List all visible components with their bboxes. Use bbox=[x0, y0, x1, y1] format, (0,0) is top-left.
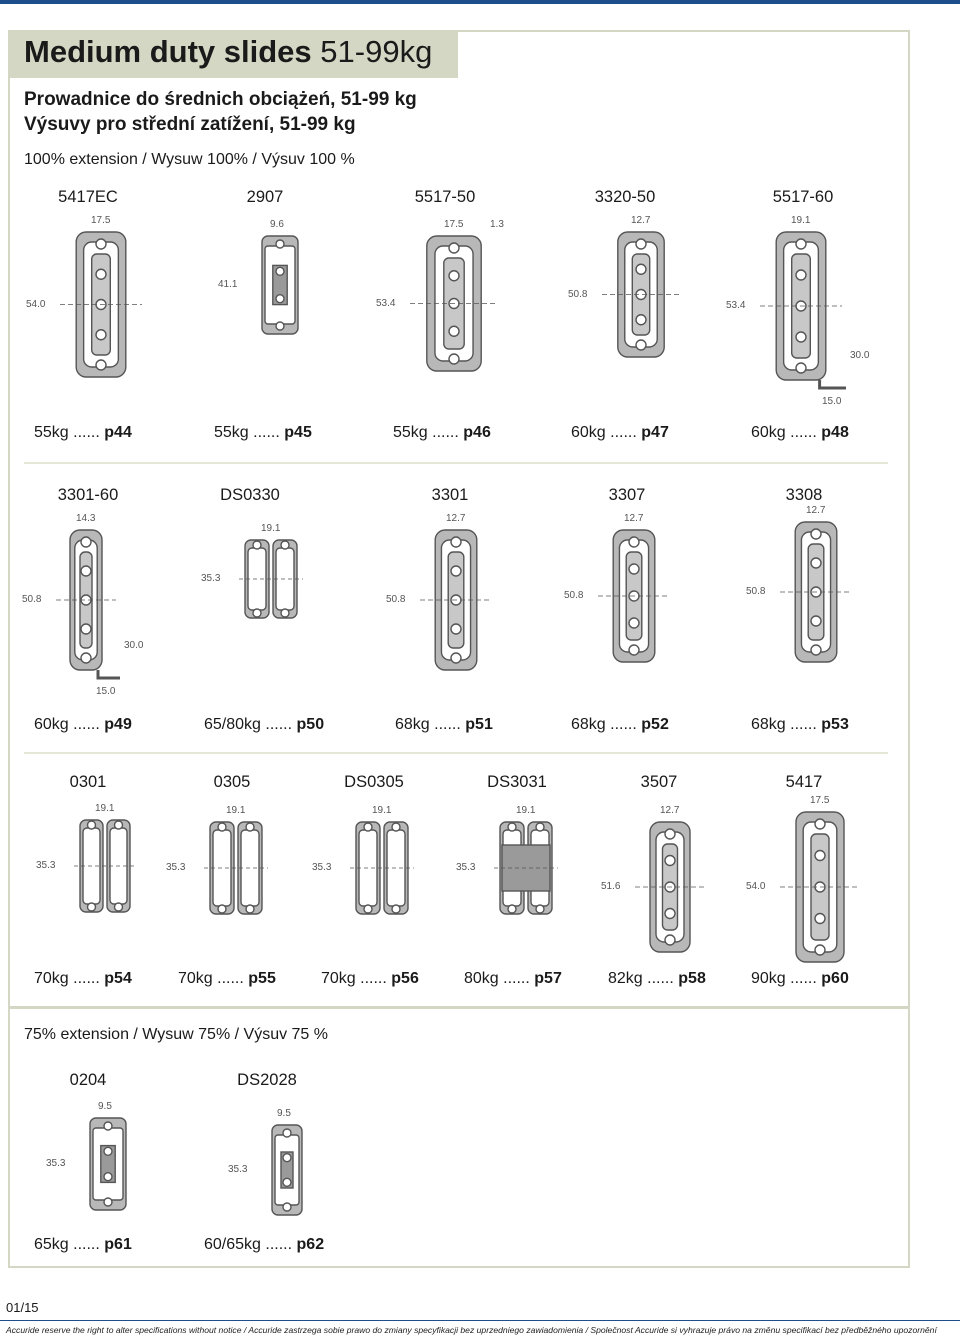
load-rating bbox=[571, 424, 669, 442]
load-capacity: 90kg ...... bbox=[751, 970, 817, 987]
load-capacity: 80kg ...... bbox=[464, 970, 530, 987]
load-rating bbox=[214, 424, 312, 442]
load-capacity: 68kg ...... bbox=[751, 716, 817, 733]
width-dimension: 19.1 bbox=[261, 523, 281, 534]
load-capacity: 68kg ...... bbox=[395, 716, 461, 733]
model-name: DS3031 bbox=[487, 773, 547, 791]
row-divider bbox=[24, 462, 888, 464]
page-reference-link[interactable]: p48 bbox=[821, 424, 849, 441]
height-dimension: 50.8 bbox=[746, 586, 766, 597]
load-rating bbox=[204, 1236, 324, 1254]
bracket-width-dimension: 15.0 bbox=[822, 396, 842, 407]
page-reference-link[interactable]: p47 bbox=[641, 424, 669, 441]
height-dimension: 54.0 bbox=[746, 881, 766, 892]
lip-dimension: 1.3 bbox=[490, 219, 504, 230]
slide-profile-drawing bbox=[262, 236, 298, 334]
model-name: DS2028 bbox=[237, 1071, 297, 1089]
width-dimension: 14.3 bbox=[76, 513, 96, 524]
width-dimension: 12.7 bbox=[446, 513, 466, 524]
page-reference-link[interactable]: p55 bbox=[248, 970, 276, 987]
slide-profile-drawing bbox=[90, 1118, 126, 1210]
load-rating bbox=[464, 970, 562, 988]
model-name: 5517-50 bbox=[414, 188, 476, 206]
page-reference-link[interactable]: p50 bbox=[296, 716, 325, 733]
page-reference-link[interactable]: p60 bbox=[821, 970, 849, 987]
height-dimension: 35.3 bbox=[312, 862, 332, 873]
height-dimension: 51.6 bbox=[601, 881, 621, 892]
subtitle-czech: Výsuvy pro střední zatížení, 51-99 kg bbox=[24, 114, 356, 135]
slide-profile-drawing bbox=[356, 822, 408, 914]
page-title: Medium duty slides 51-99kg bbox=[24, 34, 433, 69]
slide-profile-drawing bbox=[210, 822, 262, 914]
height-dimension: 35.3 bbox=[46, 1158, 66, 1169]
model-name: DS0305 bbox=[344, 773, 404, 791]
height-dimension: 50.8 bbox=[22, 594, 42, 605]
width-dimension: 19.1 bbox=[791, 215, 811, 226]
load-rating bbox=[178, 970, 276, 988]
width-dimension: 19.1 bbox=[95, 803, 115, 814]
height-dimension: 50.8 bbox=[386, 594, 406, 605]
height-dimension: 50.8 bbox=[564, 590, 584, 601]
section-divider bbox=[10, 1006, 908, 1009]
height-dimension: 53.4 bbox=[376, 297, 396, 309]
page-reference-link[interactable]: p45 bbox=[284, 424, 312, 441]
load-capacity: 55kg ...... bbox=[393, 424, 459, 441]
model-name: 0301 bbox=[69, 773, 107, 791]
load-rating bbox=[321, 970, 419, 988]
bracket-height-dimension: 30.0 bbox=[850, 350, 870, 361]
slide-profile-drawing bbox=[770, 232, 832, 380]
load-rating bbox=[608, 970, 706, 988]
load-rating bbox=[393, 424, 491, 442]
subtitle-polish: Prowadnice do średnich obciążeń, 51-99 kg bbox=[24, 89, 417, 110]
footer-line bbox=[0, 1320, 960, 1321]
width-dimension: 12.7 bbox=[660, 805, 680, 816]
slide-profile-drawing bbox=[245, 540, 297, 618]
slide-profile-drawing bbox=[66, 530, 106, 670]
load-rating bbox=[395, 716, 493, 734]
footer-disclaimer: Accuride reserve the right to alter specifications without notice / Accuride zastrzega sobie prawo do zmiany specyfikacji bez uprzedniego zawiadomienia / Společnost Accuride si vyhrazuje právo na změnu specifikací bez předběžného upozornění bbox=[6, 1325, 937, 1335]
page-reference-link[interactable]: p51 bbox=[465, 716, 493, 733]
width-dimension: 12.7 bbox=[624, 513, 644, 524]
width-dimension: 12.7 bbox=[806, 505, 826, 516]
page-reference-link[interactable]: p62 bbox=[296, 1236, 325, 1253]
load-capacity: 55kg ...... bbox=[214, 424, 280, 441]
load-capacity: 70kg ...... bbox=[34, 970, 100, 987]
width-dimension: 17.5 bbox=[91, 215, 111, 226]
model-name: DS0330 bbox=[220, 486, 280, 504]
load-capacity: 70kg ...... bbox=[178, 970, 244, 987]
page-number: 01/15 bbox=[6, 1300, 39, 1315]
slide-profile-drawing bbox=[500, 822, 552, 914]
slide-profile-drawing bbox=[608, 530, 660, 662]
slide-profile-drawing bbox=[80, 820, 130, 912]
slide-profile-drawing bbox=[645, 822, 695, 952]
page-reference-link[interactable]: p57 bbox=[534, 970, 562, 987]
load-rating bbox=[571, 716, 669, 734]
page-reference-link[interactable]: p54 bbox=[104, 970, 132, 987]
load-rating bbox=[34, 716, 132, 734]
slide-profile-drawing bbox=[430, 530, 482, 670]
model-name: 0204 bbox=[69, 1071, 107, 1089]
model-name: 3308 bbox=[785, 486, 823, 504]
extension-75-heading: 75% extension / Wysuw 75% / Výsuv 75 % bbox=[24, 1026, 328, 1043]
load-capacity: 60/65kg ...... bbox=[204, 1236, 293, 1253]
model-name: 5417 bbox=[785, 773, 823, 791]
width-dimension: 19.1 bbox=[226, 805, 246, 816]
load-capacity: 60kg ...... bbox=[751, 424, 817, 441]
slide-profile-drawing bbox=[790, 522, 842, 662]
slide-profile-drawing bbox=[272, 1125, 302, 1215]
model-name: 3507 bbox=[640, 773, 678, 791]
height-dimension: 35.3 bbox=[36, 860, 56, 871]
page-reference-link[interactable]: p46 bbox=[463, 424, 491, 441]
load-rating bbox=[34, 424, 132, 442]
page-reference-link[interactable]: p52 bbox=[641, 716, 669, 733]
model-name: 0305 bbox=[213, 773, 251, 791]
load-capacity: 60kg ...... bbox=[571, 424, 637, 441]
bracket-width-dimension: 15.0 bbox=[96, 686, 116, 697]
height-dimension: 35.3 bbox=[201, 573, 221, 584]
model-name: 5417EC bbox=[58, 188, 118, 206]
load-capacity: 68kg ...... bbox=[571, 716, 637, 733]
page-reference-link[interactable]: p58 bbox=[678, 970, 706, 987]
model-name: 3320-50 bbox=[594, 188, 656, 206]
page-reference-link[interactable]: p53 bbox=[821, 716, 849, 733]
height-dimension: 50.8 bbox=[568, 288, 588, 300]
slide-profile-drawing bbox=[790, 812, 850, 962]
load-rating bbox=[34, 970, 132, 988]
load-capacity: 60kg ...... bbox=[34, 716, 100, 733]
slide-profile-drawing bbox=[420, 236, 488, 371]
height-dimension: 53.4 bbox=[726, 300, 746, 311]
load-rating bbox=[751, 424, 849, 442]
page-reference-link[interactable]: p56 bbox=[391, 970, 419, 987]
bracket-height-dimension: 30.0 bbox=[124, 640, 144, 651]
width-dimension: 9.6 bbox=[270, 219, 284, 230]
width-dimension: 17.5 bbox=[444, 219, 464, 230]
row-divider bbox=[24, 752, 888, 754]
load-capacity: 55kg ...... bbox=[34, 424, 100, 441]
extension-100-heading: 100% extension / Wysuw 100% / Výsuv 100 % bbox=[24, 151, 355, 168]
width-dimension: 19.1 bbox=[516, 805, 536, 816]
model-name: 3307 bbox=[608, 486, 646, 504]
load-capacity: 65/80kg ...... bbox=[204, 716, 293, 733]
load-capacity: 65kg ...... bbox=[34, 1236, 100, 1253]
width-dimension: 19.1 bbox=[372, 805, 392, 816]
slide-profile-drawing bbox=[612, 232, 670, 357]
load-capacity: 70kg ...... bbox=[321, 970, 387, 987]
width-dimension: 12.7 bbox=[631, 215, 651, 226]
model-name: 5517-60 bbox=[772, 188, 834, 206]
model-name: 3301 bbox=[431, 486, 469, 504]
load-rating bbox=[751, 716, 849, 734]
slide-profile-drawing bbox=[70, 232, 132, 377]
load-rating bbox=[751, 970, 849, 988]
width-dimension: 17.5 bbox=[810, 795, 830, 806]
height-dimension: 35.3 bbox=[228, 1164, 248, 1175]
model-name: 3301-60 bbox=[57, 486, 119, 504]
height-dimension: 54.0 bbox=[26, 298, 46, 310]
height-dimension: 35.3 bbox=[456, 862, 476, 873]
height-dimension: 41.1 bbox=[218, 279, 238, 290]
width-dimension: 9.5 bbox=[98, 1101, 112, 1112]
top-accent-line bbox=[0, 0, 960, 4]
load-capacity: 82kg ...... bbox=[608, 970, 674, 987]
load-rating bbox=[34, 1236, 132, 1254]
page-reference-link[interactable]: p61 bbox=[104, 1236, 132, 1253]
page-reference-link[interactable]: p49 bbox=[104, 716, 132, 733]
width-dimension: 9.5 bbox=[277, 1108, 291, 1119]
model-name: 2907 bbox=[246, 188, 284, 206]
load-rating bbox=[204, 716, 324, 734]
height-dimension: 35.3 bbox=[166, 862, 186, 873]
page-reference-link[interactable]: p44 bbox=[104, 424, 132, 441]
